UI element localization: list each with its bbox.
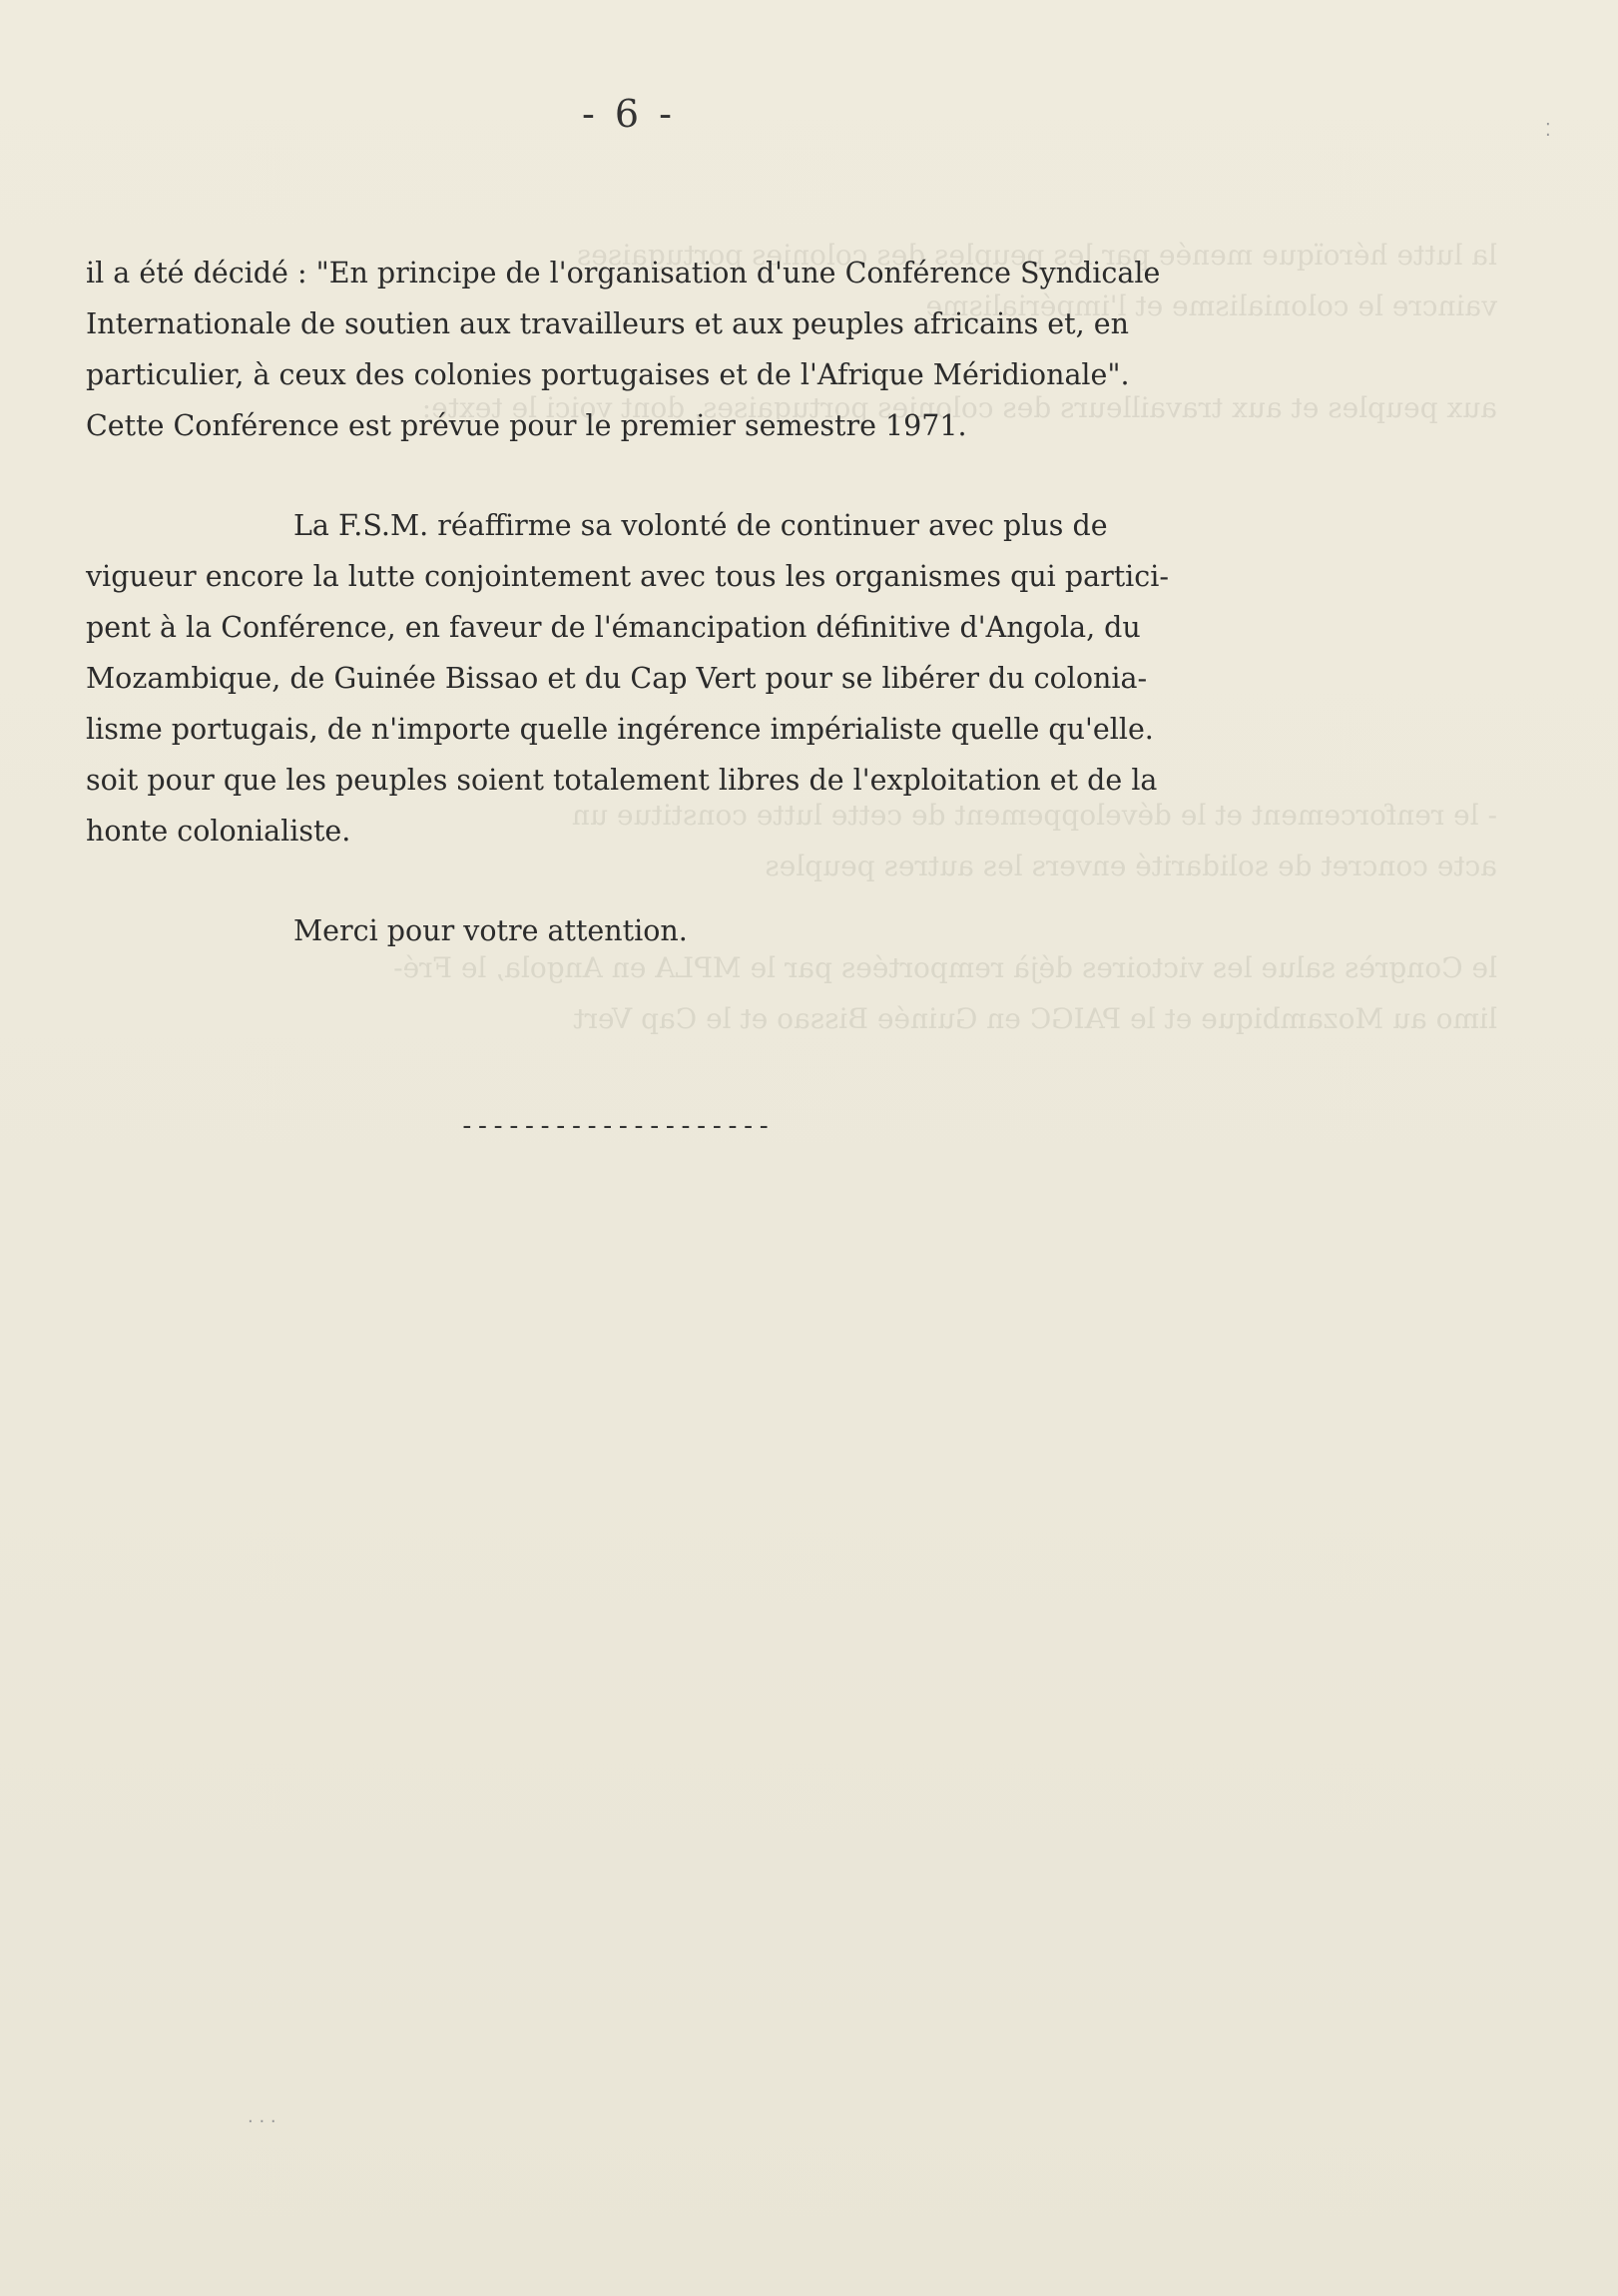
text-line: particulier, à ceux des colonies portugaises et de l'Afrique Méridionale". (86, 358, 1130, 391)
text-line: Mozambique, de Guinée Bissao et du Cap Vert pour se libérer du colonia- (86, 662, 1148, 695)
text-line: pent à la Conférence, en faveur de l'émancipation définitive d'Angola, du (86, 611, 1141, 644)
show-through-text: la lutte héroïque menée par les peuples des colonies portugaises vaincre le colonialisme et l'impérialisme aux peuples et aux travailleurs des colonies portugaises, dont voici le texte: - le renforcement et le développement de cette lutte constitue un acte concret de solidarité envers les autres peuples le Congrès salue les victoires déjà remportées par le MPLA en Angola, le Fré- limo au Mozambique et le PAIGC en Guinée Bissao et le Cap Vert (393, 239, 1497, 1035)
margin-mark: ⁚ (1545, 120, 1551, 141)
text-line: vigueur encore la lutte conjointement avec tous les organismes qui partici- (86, 560, 1169, 593)
text-line: La F.S.M. réaffirme sa volonté de continuer avec plus de (293, 509, 1108, 542)
paragraph (86, 500, 1363, 857)
text-line: Merci pour votre attention. (293, 914, 688, 947)
paragraph (86, 905, 1363, 956)
separator-line: -------------------- (459, 1111, 773, 1141)
text-line: il a été décidé : "En principe de l'organisation d'une Conférence Syndicale (86, 257, 1161, 289)
text-line: Cette Conférence est prévue pour le premier semestre 1971. (86, 409, 967, 442)
paragraph (86, 248, 1363, 451)
page-number: - 6 - (581, 92, 676, 136)
text-line: honte colonialiste. (86, 815, 351, 848)
text-line: Internationale de soutien aux travailleurs et aux peuples africains et, en (86, 307, 1129, 340)
text-line: soit pour que les peuples soient totalement libres de l'exploitation et de la (86, 764, 1158, 797)
paragraph-spacer (86, 451, 1363, 500)
paragraph-spacer (86, 857, 1363, 905)
text-line: lisme portugais, de n'importe quelle ingérence impérialiste quelle qu'elle. (86, 713, 1154, 746)
body-text (86, 248, 1363, 956)
margin-mark: . . . (248, 2106, 276, 2127)
